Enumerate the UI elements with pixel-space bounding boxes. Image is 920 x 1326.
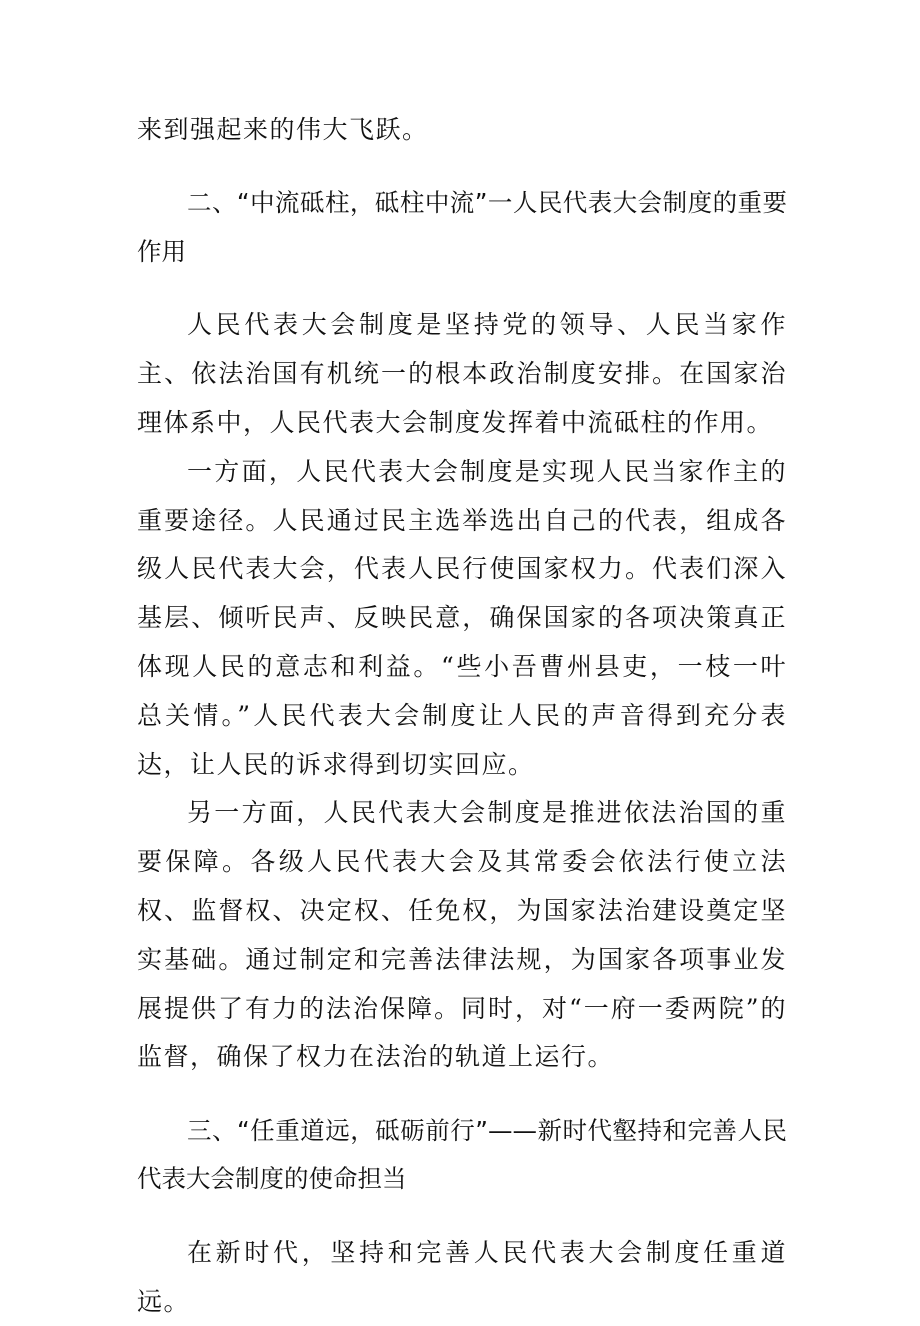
document-body [137,106,787,1326]
paragraph-other-aspect: 另一方面，人民代表大会制度是推进依法治国的重要保障。各级人民代表大会及其常委会依法行使立法权、监督权、决定权、任免权，为国家法治建设奠定坚实基础。通过制定和完善法律法规，为国家各项事业发展提供了有力的法治保障。同时，对“一府一委两院”的监督，确保了权力在法治的轨道上运行。 [137,798,787,1072]
section-heading-3: 三、“任重道远，砥砺前行”——新时代壑持和完善人民代表大会制度的使命担当 [137,1115,787,1194]
paragraph-continuation: 来到强起来的伟大飞跃。 [137,115,429,144]
paragraph-new-era: 在新时代，坚持和完善人民代表大会制度任重道远。 [137,1237,787,1316]
paragraph-intro: 人民代表大会制度是坚持党的领导、人民当家作主、依法治国有机统一的根本政治制度安排。在国家治理体系中，人民代表大会制度发挥着中流砥柱的作用。 [137,310,787,437]
paragraph-one-aspect: 一方面，人民代表大会制度是实现人民当家作主的重要途径。人民通过民主选举选出自己的代表，组成各级人民代表大会，代表人民行使国家权力。代表们深入基层、倾听民声、反映民意，确保国家的各项决策真正体现人民的意志和利益。“些小吾曹州县吏，一枝一叶总关情。”人民代表大会制度让人民的声音得到充分表达，让人民的诉求得到切实回应。 [137,456,787,779]
section-heading-2: 二、“中流砥柱，砥柱中流”一人民代表大会制度的重要作用 [137,188,787,267]
